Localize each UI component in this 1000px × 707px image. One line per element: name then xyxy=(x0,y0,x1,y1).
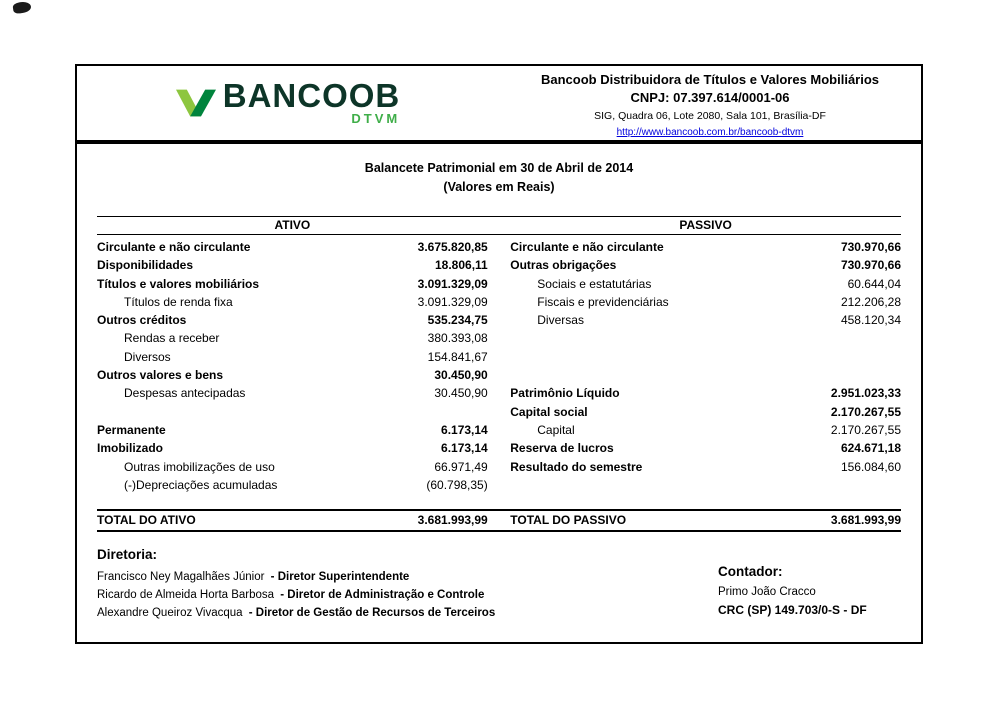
row-label: Outros valores e bens xyxy=(97,368,224,383)
row-value: 2.170.267,55 xyxy=(830,404,901,419)
row-value: 458.120,34 xyxy=(840,313,901,328)
table-row xyxy=(97,384,488,402)
scan-artifact xyxy=(12,1,31,14)
brand-wordmark: BANCOOB xyxy=(222,77,401,115)
report-title-line1: Balancete Patrimonial em 30 de Abril de 2014 xyxy=(364,161,634,175)
row-value: 380.393,08 xyxy=(427,331,488,346)
row-value: 6.173,14 xyxy=(441,441,488,456)
director-title: - Diretor Superintendente xyxy=(270,571,410,584)
table-row xyxy=(97,256,488,274)
row-value: 30.450,90 xyxy=(434,368,488,383)
brand-subtitle: DTVM xyxy=(351,110,401,126)
director-name: Alexandre Queiroz Vivacqua xyxy=(97,607,243,620)
total-ativo-label: TOTAL DO ATIVO xyxy=(97,513,196,528)
row-value: 2.951.023,33 xyxy=(830,386,901,401)
table-row xyxy=(97,293,488,311)
company-info xyxy=(499,66,921,140)
row-label: Diversas xyxy=(537,313,584,328)
document-header xyxy=(77,66,921,144)
row-label: Despesas antecipadas xyxy=(124,386,246,401)
total-passivo xyxy=(510,513,901,527)
diretoria-label: Diretoria: xyxy=(97,547,158,563)
company-name: Bancoob Distribuidora de Títulos e Valores Mobiliários xyxy=(540,72,880,87)
total-ativo xyxy=(97,513,488,527)
row-label: (-)Depreciações acumuladas xyxy=(124,477,278,492)
table-row xyxy=(97,439,488,457)
row-label: Rendas a receber xyxy=(124,331,220,346)
table-row xyxy=(510,311,901,329)
table-header-row xyxy=(97,216,901,235)
row-label: Títulos de renda fixa xyxy=(124,294,233,309)
row-value: 6.173,14 xyxy=(441,422,488,437)
contador-block xyxy=(718,564,867,617)
ativo-header: ATIVO xyxy=(274,218,311,232)
row-value: 66.971,49 xyxy=(434,459,488,474)
contador-label: Contador: xyxy=(718,564,783,580)
row-value: 60.644,04 xyxy=(847,276,901,291)
report-title xyxy=(77,144,921,197)
document-frame xyxy=(75,64,923,644)
row-label: Imobilizado xyxy=(97,441,163,456)
table-row xyxy=(97,329,488,347)
table-row xyxy=(510,238,901,256)
passivo-header: PASSIVO xyxy=(679,218,732,232)
report-title-line2: (Valores em Reais) xyxy=(443,180,555,194)
table-row xyxy=(97,421,488,439)
table-row xyxy=(97,311,488,329)
table-row xyxy=(510,256,901,274)
table-row xyxy=(97,238,488,256)
row-value: 212.206,28 xyxy=(840,294,901,309)
bancoob-logo-icon xyxy=(176,88,216,118)
table-row xyxy=(510,293,901,311)
director-title: - Diretor de Administração e Controle xyxy=(280,589,485,602)
director-name: Francisco Ney Magalhães Júnior xyxy=(97,571,265,584)
row-label: Capital xyxy=(537,422,575,437)
logo-area xyxy=(77,66,499,140)
director-title: - Diretor de Gestão de Recursos de Terceiros xyxy=(248,607,496,620)
row-label: Capital social xyxy=(510,404,588,419)
bancoob-logo xyxy=(176,77,401,126)
ativo-column xyxy=(97,238,488,494)
logo-text xyxy=(222,77,401,126)
row-label: Resultado do semestre xyxy=(510,459,643,474)
table-row-blank xyxy=(510,329,901,347)
table-row-blank xyxy=(97,403,488,421)
row-label: Sociais e estatutárias xyxy=(537,276,652,291)
row-label: Circulante e não circulante xyxy=(510,240,664,254)
table-row-blank xyxy=(510,366,901,384)
row-value: 2.170.267,55 xyxy=(830,422,901,437)
row-value: 18.806,11 xyxy=(435,258,488,273)
table-row-blank xyxy=(510,348,901,366)
row-value: 730.970,66 xyxy=(840,258,901,273)
passivo-column xyxy=(510,238,901,494)
row-value: 30.450,90 xyxy=(434,386,488,401)
row-value: 3.091.329,09 xyxy=(417,294,488,309)
row-label: Circulante e não circulante xyxy=(97,240,251,254)
table-row xyxy=(97,476,488,494)
row-value: (60.798,35) xyxy=(426,477,488,492)
table-row xyxy=(97,275,488,293)
row-value: 3.675.820,85 xyxy=(417,240,488,254)
total-passivo-value: 3.681.993,99 xyxy=(830,513,901,528)
balance-sheet-table xyxy=(97,216,901,532)
row-value: 624.671,18 xyxy=(840,441,901,456)
row-value: 156.084,60 xyxy=(840,459,901,474)
table-row xyxy=(510,275,901,293)
table-row xyxy=(510,403,901,421)
row-label: Outros créditos xyxy=(97,313,187,328)
row-label: Permanente xyxy=(97,422,166,437)
row-label: Patrimônio Líquido xyxy=(510,386,620,401)
row-value: 154.841,67 xyxy=(427,349,488,364)
table-row xyxy=(510,384,901,402)
company-url-link[interactable]: http://www.bancoob.com.br/bancoob-dtvm xyxy=(616,127,804,138)
signatures-footer xyxy=(97,547,901,639)
total-passivo-label: TOTAL DO PASSIVO xyxy=(510,513,627,528)
row-value: 730.970,66 xyxy=(840,240,901,254)
totals-row xyxy=(97,509,901,532)
row-label: Reserva de lucros xyxy=(510,441,614,456)
director-name: Ricardo de Almeida Horta Barbosa xyxy=(97,589,275,602)
table-body xyxy=(97,235,901,509)
row-label: Disponibilidades xyxy=(97,258,194,273)
table-row xyxy=(510,439,901,457)
row-label: Diversos xyxy=(124,349,171,364)
company-cnpj: CNPJ: 07.397.614/0001-06 xyxy=(630,90,790,105)
table-row xyxy=(97,348,488,366)
table-row xyxy=(97,366,488,384)
row-value: 535.234,75 xyxy=(427,313,488,328)
contador-crc: CRC (SP) 149.703/0-S - DF xyxy=(718,603,867,618)
row-label: Fiscais e previdenciárias xyxy=(537,294,669,309)
row-label: Outras obrigações xyxy=(510,258,617,273)
row-value: 3.091.329,09 xyxy=(417,276,488,291)
contador-name: Primo João Cracco xyxy=(718,586,816,599)
total-ativo-value: 3.681.993,99 xyxy=(417,513,488,528)
company-address: SIG, Quadra 06, Lote 2080, Sala 101, Brasília-DF xyxy=(594,110,826,122)
table-row xyxy=(97,458,488,476)
table-row xyxy=(510,458,901,476)
row-label: Outras imobilizações de uso xyxy=(124,459,275,474)
table-row-blank xyxy=(510,476,901,494)
table-row xyxy=(510,421,901,439)
row-label: Títulos e valores mobiliários xyxy=(97,276,260,291)
